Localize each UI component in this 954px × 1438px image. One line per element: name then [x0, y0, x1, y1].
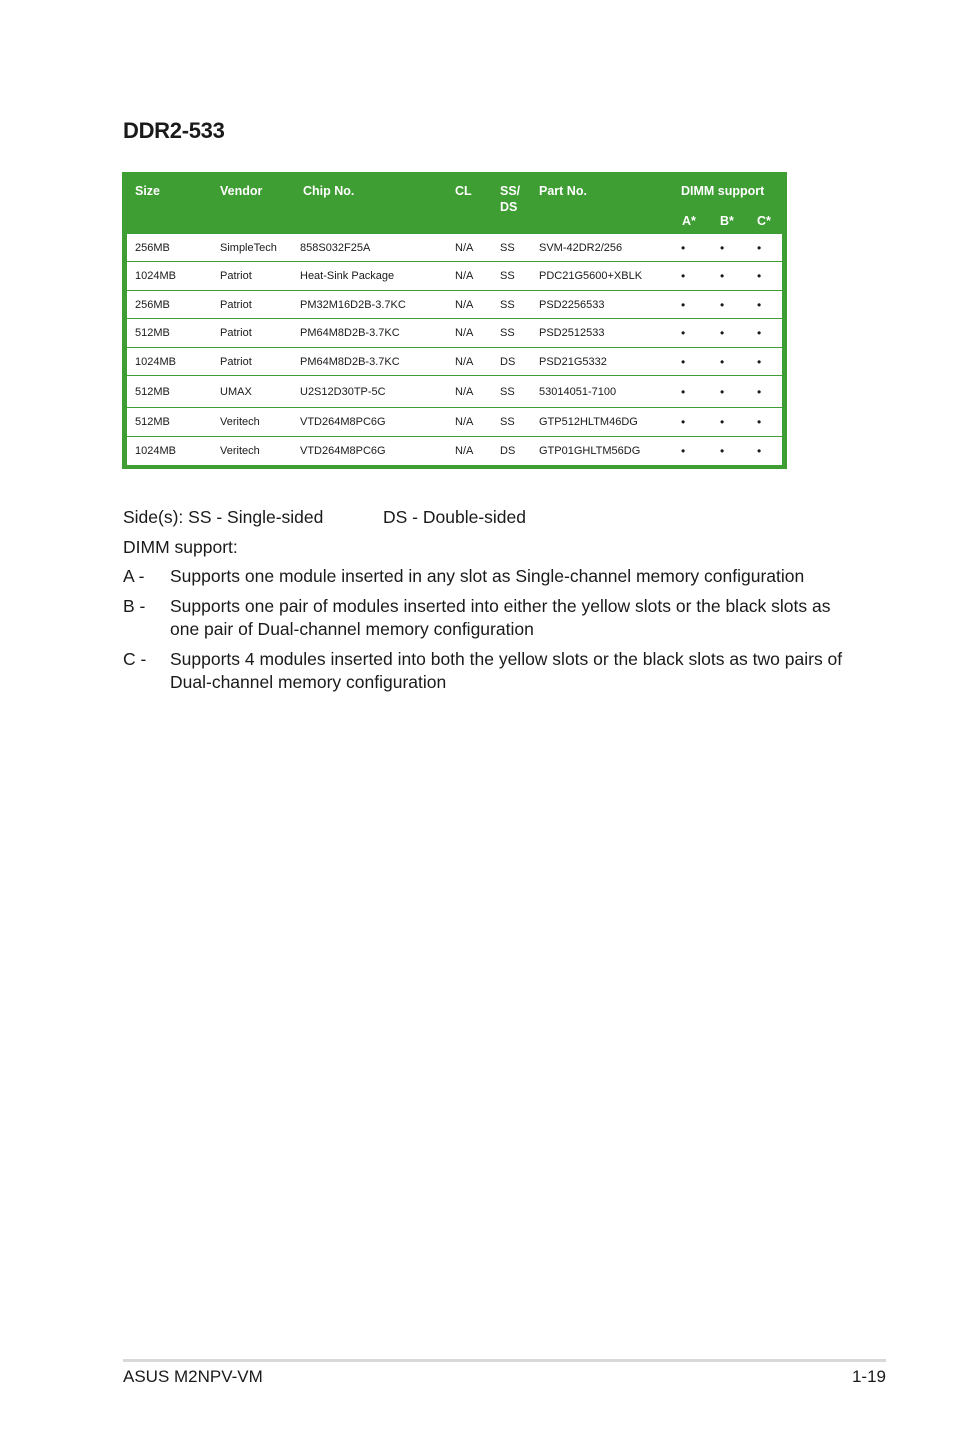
cell-dimm-a: •	[681, 444, 686, 458]
cell-part-no: PSD21G5332	[539, 355, 607, 368]
cell-dimm-a: •	[681, 269, 686, 283]
sides-single-sided: Side(s): SS - Single-sided	[123, 507, 324, 527]
table-body	[127, 234, 782, 465]
definition-b-letter: B -	[123, 596, 146, 616]
table-row	[127, 234, 782, 262]
cell-size: 256MB	[135, 298, 170, 311]
footer-page-number: 1-19	[851, 1367, 886, 1386]
cell-dimm-c: •	[757, 444, 762, 458]
cell-part-no: 53014051-7100	[539, 385, 617, 398]
cell-dimm-c: •	[757, 269, 762, 283]
cell-chip-no: PM32M16D2B-3.7KC	[300, 298, 406, 311]
cell-dimm-c: •	[757, 326, 762, 340]
cell-dimm-b: •	[720, 269, 725, 283]
cell-dimm-b: •	[720, 326, 725, 340]
cell-ss-ds: SS	[500, 270, 515, 282]
cell-vendor: Veritech	[220, 445, 260, 457]
definition-a-text: Supports one module inserted in any slot as Single-channel memory configuration	[170, 566, 805, 586]
header-chip-no: Chip No.	[303, 184, 355, 198]
cell-vendor: Veritech	[220, 416, 260, 428]
cell-chip-no: U2S12D30TP-5C	[300, 385, 386, 398]
cell-vendor: SimpleTech	[220, 241, 277, 254]
definition-b-text: Supports one pair of modules inserted into either the yellow slots or the black slots as one pair of Dual-channel memory configuration	[170, 596, 831, 639]
page-heading: DDR2-533	[123, 118, 225, 143]
cell-dimm-a: •	[681, 326, 686, 340]
cell-size: 512MB	[135, 385, 170, 398]
cell-size: 1024MB	[135, 355, 176, 368]
cell-part-no: PSD2256533	[539, 298, 605, 311]
cell-dimm-a: •	[681, 384, 686, 399]
cell-dimm-c: •	[757, 415, 762, 429]
cell-vendor: Patriot	[220, 298, 252, 311]
cell-chip-no: Heat-Sink Package	[300, 270, 395, 282]
header-dimm-c: C*	[757, 214, 771, 228]
header-vendor: Vendor	[220, 184, 263, 198]
cell-size: 256MB	[135, 241, 170, 254]
header-size: Size	[135, 184, 161, 198]
table-row	[127, 291, 782, 319]
cell-dimm-b: •	[720, 297, 725, 312]
cell-part-no: GTP512HLTM46DG	[539, 416, 638, 428]
cell-dimm-b: •	[720, 240, 725, 255]
header-dimm-a: A*	[682, 214, 696, 228]
cell-chip-no: PM64M8D2B-3.7KC	[300, 355, 400, 368]
cell-ss-ds: SS	[500, 298, 515, 311]
header-dimm-b: B*	[720, 214, 734, 228]
cell-vendor: Patriot	[220, 270, 252, 282]
cell-part-no: PSD2512533	[539, 327, 605, 339]
footer-product-name: ASUS M2NPV-VM	[123, 1367, 263, 1386]
cell-part-no: PDC21G5600+XBLK	[539, 270, 643, 282]
cell-cl: N/A	[455, 298, 474, 311]
cell-vendor: Patriot	[220, 327, 252, 339]
memory-qvl-table	[122, 172, 787, 469]
cell-ss-ds: DS	[500, 355, 516, 368]
cell-cl: N/A	[455, 385, 474, 398]
cell-chip-no: 858S032F25A	[300, 241, 371, 254]
dimm-support-label: DIMM support:	[123, 537, 238, 557]
table-row	[127, 376, 782, 408]
cell-part-no: GTP01GHLTM56DG	[539, 445, 641, 457]
table-row	[127, 319, 782, 348]
definition-a-letter: A -	[123, 566, 145, 586]
cell-dimm-a: •	[681, 415, 686, 429]
cell-dimm-c: •	[757, 384, 762, 399]
cell-ss-ds: DS	[500, 445, 516, 457]
header-cl: CL	[455, 184, 472, 198]
cell-size: 512MB	[135, 327, 170, 339]
cell-dimm-b: •	[720, 415, 725, 429]
header-dimm-support: DIMM support	[681, 184, 765, 198]
table-row	[127, 408, 782, 437]
cell-ss-ds: SS	[500, 327, 515, 339]
table-row	[127, 437, 782, 465]
cell-cl: N/A	[455, 355, 474, 368]
cell-dimm-b: •	[720, 444, 725, 458]
definition-c-letter: C -	[123, 649, 147, 669]
cell-cl: N/A	[455, 327, 474, 339]
cell-dimm-b: •	[720, 354, 725, 369]
cell-dimm-c: •	[757, 240, 762, 255]
definition-c-text: Supports 4 modules inserted into both the yellow slots or the black slots as two pairs of Dual-channel memory configuration	[170, 649, 843, 692]
sides-double-sided: DS - Double-sided	[383, 507, 526, 527]
cell-dimm-b: •	[720, 384, 725, 399]
cell-dimm-c: •	[757, 354, 762, 369]
table-header	[127, 172, 782, 234]
cell-cl: N/A	[455, 270, 474, 282]
cell-dimm-a: •	[681, 297, 686, 312]
cell-size: 512MB	[135, 416, 170, 428]
footer-divider	[123, 1359, 886, 1362]
cell-cl: N/A	[455, 241, 474, 254]
cell-vendor: Patriot	[220, 355, 252, 368]
cell-size: 1024MB	[135, 270, 176, 282]
cell-chip-no: VTD264M8PC6G	[300, 416, 386, 428]
table-row	[127, 262, 782, 291]
cell-cl: N/A	[455, 445, 474, 457]
table-row	[127, 348, 782, 376]
cell-cl: N/A	[455, 416, 474, 428]
cell-size: 1024MB	[135, 445, 176, 457]
header-ss-ds: SS/ DS	[500, 184, 521, 214]
cell-dimm-c: •	[757, 297, 762, 312]
cell-part-no: SVM-42DR2/256	[539, 241, 623, 254]
cell-dimm-a: •	[681, 354, 686, 369]
header-part-no: Part No.	[539, 184, 587, 198]
cell-chip-no: PM64M8D2B-3.7KC	[300, 327, 400, 339]
cell-chip-no: VTD264M8PC6G	[300, 445, 386, 457]
cell-ss-ds: SS	[500, 241, 515, 254]
cell-ss-ds: SS	[500, 385, 515, 398]
cell-dimm-a: •	[681, 240, 686, 255]
cell-ss-ds: SS	[500, 416, 515, 428]
cell-vendor: UMAX	[220, 385, 252, 398]
